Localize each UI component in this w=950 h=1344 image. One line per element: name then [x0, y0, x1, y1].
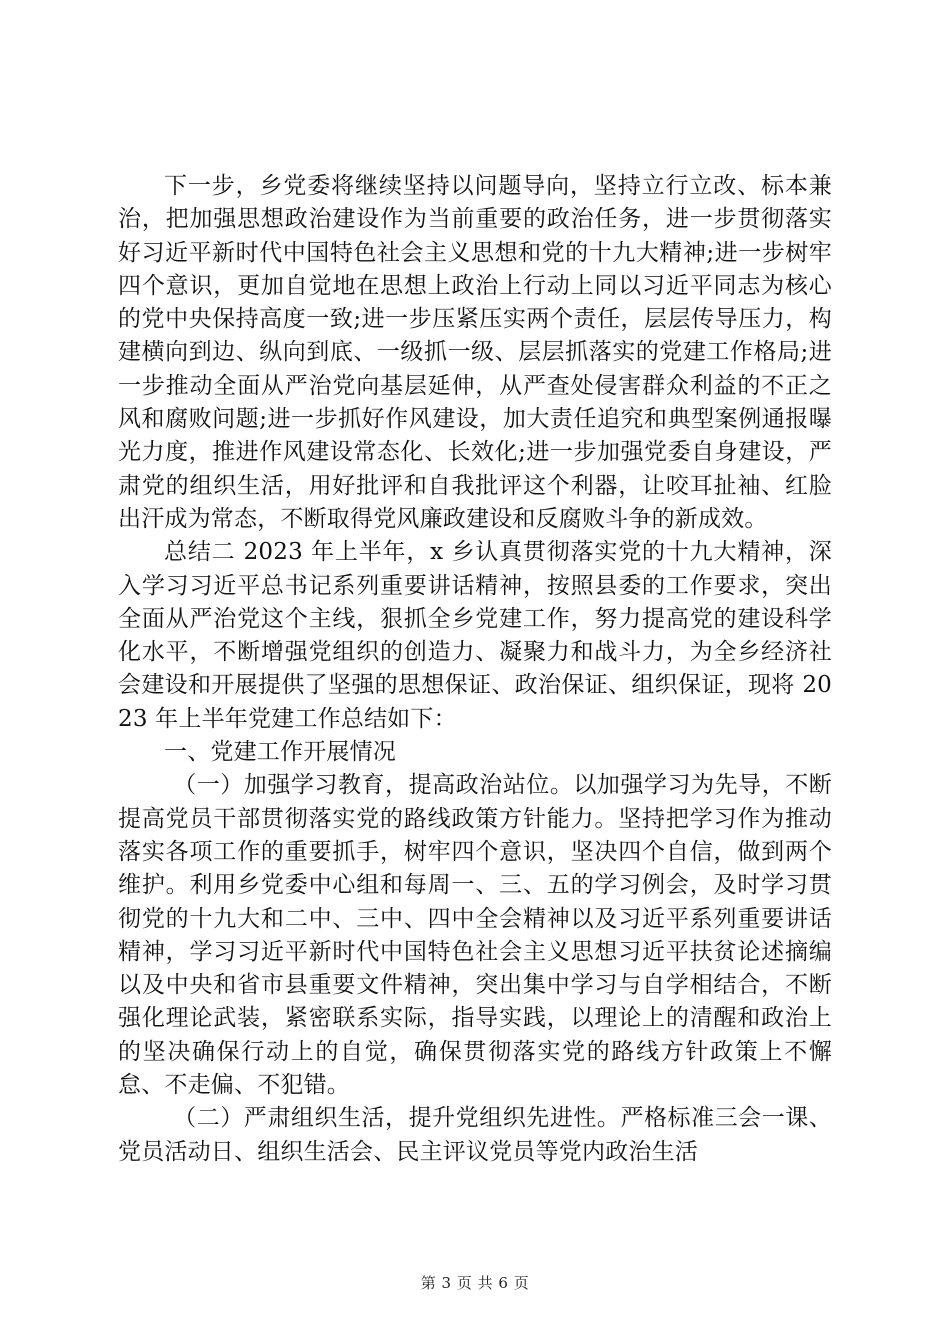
- paragraph-organization-life: （二）严肃组织生活，提升党组织先进性。严格标准三会一课、党员活动日、组织生活会、民主评议党员等党内政治生活: [118, 1105, 832, 1165]
- document-body: [118, 170, 832, 1169]
- section-heading-party-building: 一、党建工作开展情况: [164, 739, 396, 766]
- paragraph-study-education: （一）加强学习教育，提高政治站位。以加强学习为先导，不断提高党员干部贯彻落实党的路线政策方针能力。坚持把学习作为推动落实各项工作的重要抓手，树牢四个意识，坚决四个自信，做到两个维护。利用乡党委中心组和每周一、三、五的学习例会，及时学习贯彻党的十九大和二中、三中、四中全会精神以及习近平系列重要讲话精神，学习习近平新时代中国特色社会主义思想习近平扶贫论述摘编以及中央和省市县重要文件精神，突出集中学习与自学相结合，不断强化理论武装，紧密联系实际，指导实践，以理论上的清醒和政治上的坚决确保行动上的自觉，确保贯彻落实党的路线方针政策上不懈怠、不走偏、不犯错。: [118, 772, 832, 1099]
- page-footer: 第 3 页 共 6 页: [420, 1274, 530, 1292]
- paragraph-summary-two: 总结二 2023 年上半年，x 乡认真贯彻落实党的十九大精神，深入学习习近平总书记系列重要讲话精神，按照县委的工作要求，突出全面从严治党这个主线，狠抓全乡党建工作，努力提高党的建设科学化水平，不断增强党组织的创造力、凝聚力和战斗力，为全乡经济社会建设和开展提供了坚强的思想保证、政治保证、组织保证，现将 2023 年上半年党建工作总结如下：: [118, 539, 832, 732]
- paragraph-next-steps: 下一步，乡党委将继续坚持以问题导向，坚持立行立改、标本兼治，把加强思想政治建设作为当前重要的政治任务，进一步贯彻落实好习近平新时代中国特色社会主义思想和党的十九大精神;进一步树牢四个意识，更加自觉地在思想上政治上行动上同以习近平同志为核心的党中央保持高度一致;进一步压紧压实两个责任，层层传导压力，构建横向到边、纵向到底、一级抓一级、层层抓落实的党建工作格局;进一步推动全面从严治党向基层延伸，从严查处侵害群众利益的不正之风和腐败问题;进一步抓好作风建设，加大责任追究和典型案例通报曝光力度，推进作风建设常态化、长效化;进一步加强党委自身建设，严肃党的组织生活，用好批评和自我批评这个利器，让咬耳扯袖、红脸出汗成为常态，不断取得党风廉政建设和反腐败斗争的新成效。: [118, 173, 832, 532]
